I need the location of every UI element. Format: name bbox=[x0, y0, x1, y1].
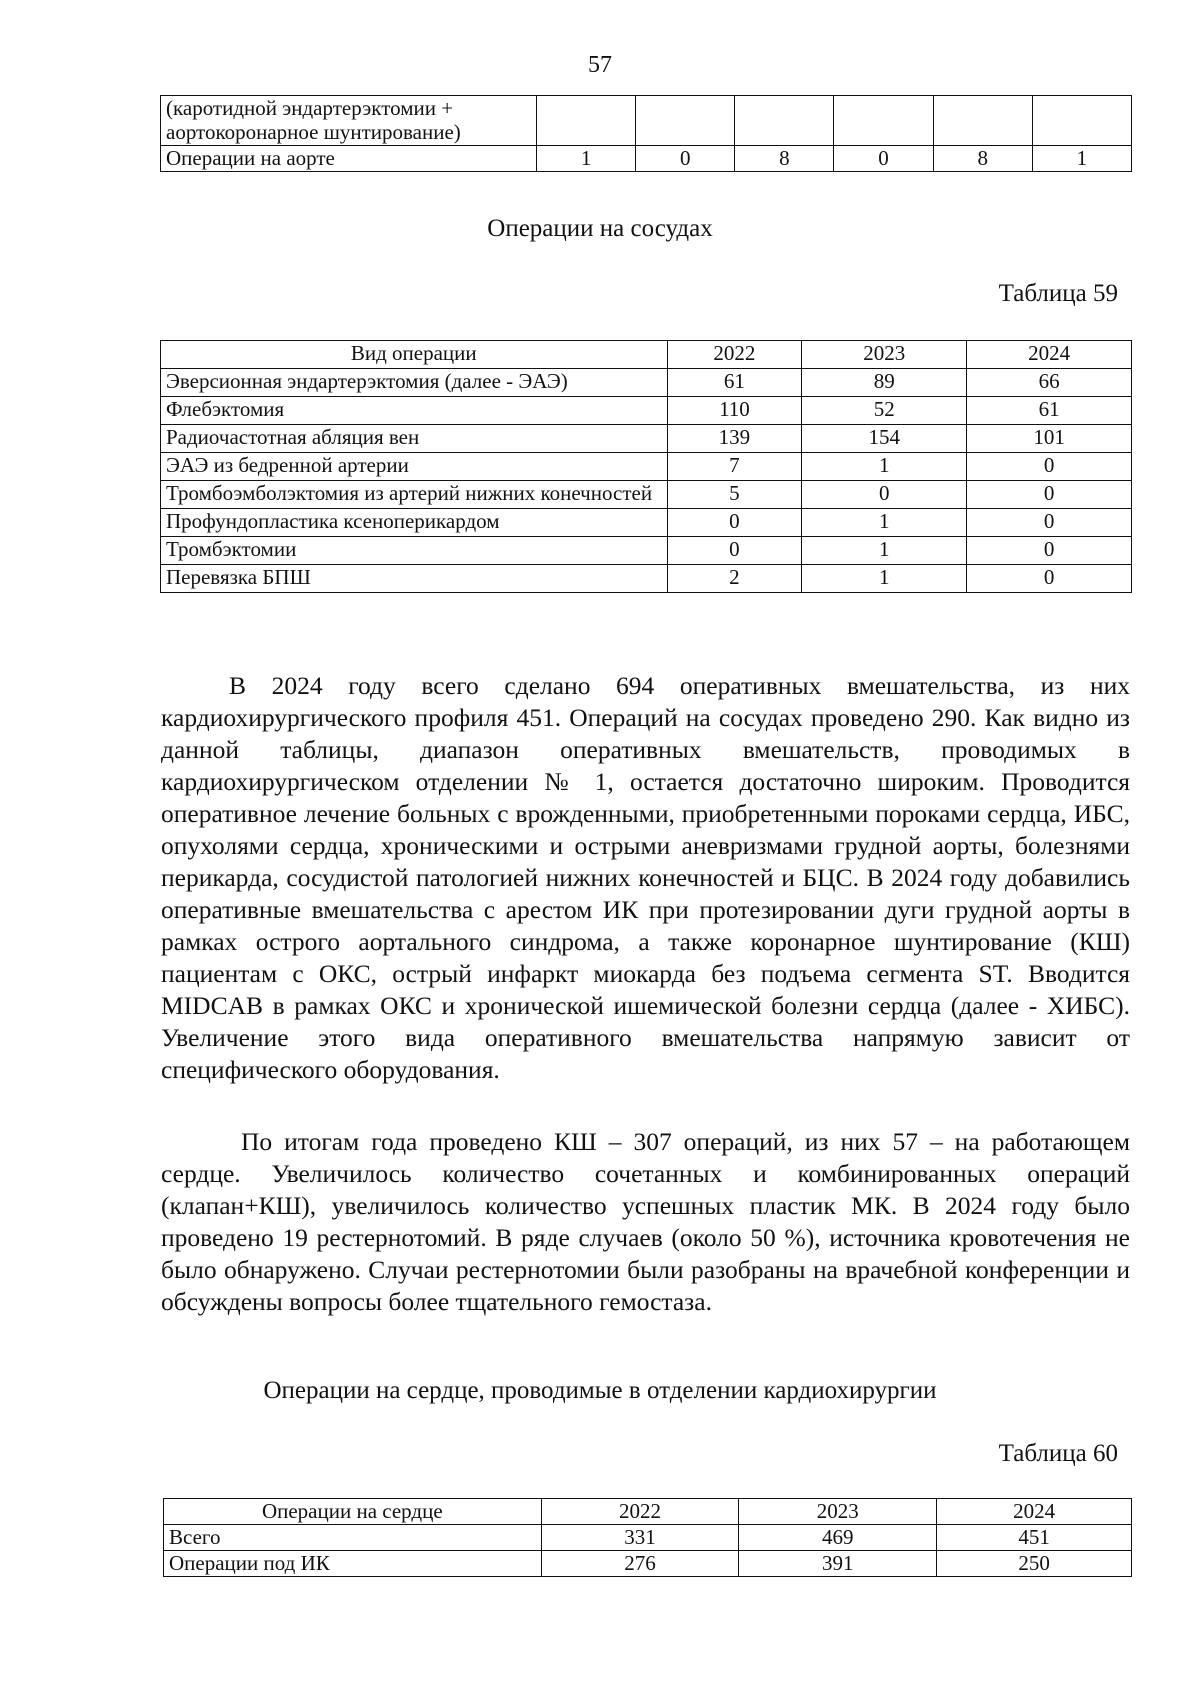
vessel-operations-table bbox=[160, 340, 1132, 593]
cell: 89 bbox=[802, 369, 967, 397]
column-header: 2023 bbox=[739, 1499, 937, 1525]
cell: 2 bbox=[667, 565, 802, 593]
table-row bbox=[161, 453, 1132, 481]
row-label: (каротидной эндартерэктомии + аортокоронарное шунтирование) bbox=[161, 96, 537, 146]
continued-table bbox=[160, 95, 1132, 172]
cell: 1 bbox=[802, 565, 967, 593]
row-label: Тромбоэмболэктомия из артерий нижних конечностей bbox=[161, 481, 668, 509]
cell: 469 bbox=[739, 1525, 937, 1551]
table-row bbox=[164, 1525, 1132, 1551]
column-header: 2023 bbox=[802, 341, 967, 369]
column-header: Операции на сердце bbox=[164, 1499, 542, 1525]
table-label-60: Таблица 60 bbox=[998, 1440, 1118, 1467]
table-row bbox=[164, 1551, 1132, 1577]
cell: 0 bbox=[802, 481, 967, 509]
row-label: Профундопластика ксеноперикардом bbox=[161, 509, 668, 537]
cell: 5 bbox=[667, 481, 802, 509]
cell: 139 bbox=[667, 425, 802, 453]
row-label: Операции на аорте bbox=[161, 146, 537, 172]
row-label: Радиочастотная абляция вен bbox=[161, 425, 668, 453]
cell: 0 bbox=[667, 509, 802, 537]
cell: 1 bbox=[802, 453, 967, 481]
cell: 0 bbox=[667, 537, 802, 565]
cell: 1 bbox=[802, 537, 967, 565]
table-row bbox=[161, 397, 1132, 425]
table-row bbox=[161, 509, 1132, 537]
cell: 250 bbox=[937, 1551, 1132, 1577]
cell: 0 bbox=[967, 537, 1132, 565]
cell bbox=[537, 96, 636, 146]
cell: 52 bbox=[802, 397, 967, 425]
cell bbox=[735, 96, 834, 146]
row-label: Флебэктомия bbox=[161, 397, 668, 425]
table-row bbox=[161, 565, 1132, 593]
table-row bbox=[161, 481, 1132, 509]
cell bbox=[1032, 96, 1131, 146]
cell: 101 bbox=[967, 425, 1132, 453]
cell: 61 bbox=[967, 397, 1132, 425]
table-row bbox=[161, 146, 1132, 172]
table-row bbox=[161, 537, 1132, 565]
table-row bbox=[161, 96, 1132, 146]
section-heading-vessels: Операции на сосудах bbox=[487, 215, 713, 242]
cell bbox=[933, 96, 1032, 146]
cell: 451 bbox=[937, 1525, 1132, 1551]
cell: 66 bbox=[967, 369, 1132, 397]
cell: 0 bbox=[967, 453, 1132, 481]
cell: 1 bbox=[537, 146, 636, 172]
cell: 154 bbox=[802, 425, 967, 453]
cell: 1 bbox=[802, 509, 967, 537]
column-header: 2024 bbox=[967, 341, 1132, 369]
row-label: Операции под ИК bbox=[164, 1551, 542, 1577]
section-heading-heart: Операции на сердце, проводимые в отделении кардиохирургии bbox=[263, 1377, 937, 1404]
heart-operations-table bbox=[163, 1498, 1132, 1577]
table-row bbox=[161, 369, 1132, 397]
column-header: Вид операции bbox=[161, 341, 668, 369]
row-label: Эверсионная эндартерэктомия (далее - ЭАЭ) bbox=[161, 369, 668, 397]
table-header-row bbox=[161, 341, 1132, 369]
cell: 0 bbox=[967, 509, 1132, 537]
cell: 1 bbox=[1032, 146, 1131, 172]
cell bbox=[834, 96, 933, 146]
paragraph: В 2024 году всего сделано 694 оперативных вмешательства, из них кардиохирургического профиля 451. Операций на сосудах проведено 290. Как видно из данной таблицы, диапазон оперативных вмешательств, проводимых в кардиохирургическом отделении № 1, остается достаточно широким. Проводится оперативное лечение больных с врожденными, приобретенными пороками сердца, ИБС, опухолями сердца, хроническими и острыми аневризмами грудной аорты, болезнями перикарда, сосудистой патологией нижних конечностей и БЦС. В 2024 году добавились оперативные вмешательства с арестом ИК при протезировании дуги грудной аорты в рамках острого аортального синдрома, а также коронарное шунтирование (КШ) пациентам с ОКС, острый инфаркт миокарда без подъема сегмента ST. Вводится MIDCAB в рамках ОКС и хронической ишемической болезни сердца (далее - ХИБС). Увеличение этого вида оперативного вмешательства напрямую зависит от специфического оборудования. bbox=[161, 671, 1130, 1084]
cell: 110 bbox=[667, 397, 802, 425]
cell: 391 bbox=[739, 1551, 937, 1577]
cell: 0 bbox=[967, 565, 1132, 593]
column-header: 2022 bbox=[667, 341, 802, 369]
cell: 0 bbox=[636, 146, 735, 172]
cell bbox=[636, 96, 735, 146]
column-header: 2024 bbox=[937, 1499, 1132, 1525]
cell: 276 bbox=[541, 1551, 739, 1577]
cell: 0 bbox=[967, 481, 1132, 509]
row-label: Тромбэктомии bbox=[161, 537, 668, 565]
cell: 8 bbox=[735, 146, 834, 172]
table-row bbox=[161, 425, 1132, 453]
table-header-row bbox=[164, 1499, 1132, 1525]
cell: 0 bbox=[834, 146, 933, 172]
column-header: 2022 bbox=[541, 1499, 739, 1525]
paragraph: По итогам года проведено КШ – 307 операций, из них 57 – на работающем сердце. Увеличилось количество сочетанных и комбинированных операций (клапан+КШ), увеличилось количество успешных пластик МК. В 2024 году было проведено 19 рестернотомий. В ряде случаев (около 50 %), источника кровотечения не было обнаружено. Случаи рестернотомии были разобраны на врачебной конференции и обсуждены вопросы более тщательного гемостаза. bbox=[161, 1127, 1130, 1316]
cell: 61 bbox=[667, 369, 802, 397]
row-label: Перевязка БПШ bbox=[161, 565, 668, 593]
cell: 7 bbox=[667, 453, 802, 481]
cell: 331 bbox=[541, 1525, 739, 1551]
row-label: Всего bbox=[164, 1525, 542, 1551]
table-label-59: Таблица 59 bbox=[998, 280, 1118, 307]
page-number: 57 bbox=[588, 52, 612, 78]
row-label: ЭАЭ из бедренной артерии bbox=[161, 453, 668, 481]
cell: 8 bbox=[933, 146, 1032, 172]
